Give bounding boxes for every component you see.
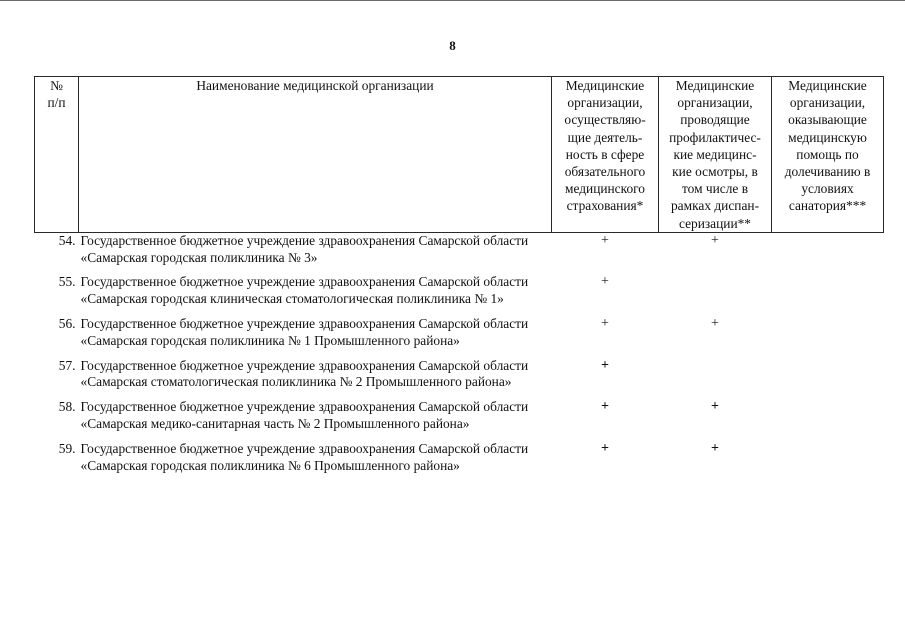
header-oms-text: Медицинские организации, осуществляю- щие деятель- ность в сфере обязательного медицинского страхования* xyxy=(564,78,646,214)
table-row xyxy=(35,441,884,475)
sanatorium-mark xyxy=(772,274,884,316)
scan-top-edge xyxy=(0,0,905,1)
header-sanatorium-text: Медицинские организации, оказывающие медицинскую помощь по долечиванию в условиях санатория*** xyxy=(784,78,871,214)
organization-name: Государственное бюджетное учреждение здравоохранения Самарской области «Самарская городская поликлиника № 1 Промышленного района» xyxy=(80,316,529,348)
prophylactic-mark xyxy=(659,358,772,400)
organization-name: Государственное бюджетное учреждение здравоохранения Самарской области «Самарская городская клиническая стоматологическая поликлиника № 1» xyxy=(80,274,529,307)
table-body xyxy=(35,232,884,474)
prophylactic-mark: + xyxy=(711,316,719,332)
medical-organizations-table xyxy=(34,76,884,474)
sanatorium-mark xyxy=(772,441,884,475)
sanatorium-mark xyxy=(772,316,884,358)
table-header xyxy=(35,77,884,233)
organization-name: Государственное бюджетное учреждение здравоохранения Самарской области «Самарская городская поликлиника № 6 Промышленного района» xyxy=(80,440,529,473)
table-row xyxy=(35,316,884,358)
table-row xyxy=(35,274,884,316)
header-organization-name-text: Наименование медицинской организации xyxy=(196,78,434,93)
oms-mark: + xyxy=(601,357,609,373)
oms-mark: + xyxy=(601,440,609,456)
oms-mark: + xyxy=(601,316,609,332)
sanatorium-mark xyxy=(772,232,884,274)
table-row xyxy=(35,399,884,441)
row-number: 55. xyxy=(58,274,76,290)
oms-mark: + xyxy=(601,232,609,248)
prophylactic-mark xyxy=(659,274,772,316)
row-number: 57. xyxy=(58,357,76,373)
organization-name: Государственное бюджетное учреждение здравоохранения Самарской области «Самарская стоматологическая поликлиника № 2 Промышленного района» xyxy=(80,357,529,390)
organization-name: Государственное бюджетное учреждение здравоохранения Самарской области «Самарская городская поликлиника № 3» xyxy=(80,232,529,265)
header-organization-name xyxy=(79,77,552,233)
header-number xyxy=(35,77,79,233)
table-row xyxy=(35,232,884,274)
page-number: 8 xyxy=(449,38,456,53)
header-number-text: № п/п xyxy=(47,78,66,111)
row-number: 58. xyxy=(58,399,76,415)
sanatorium-mark xyxy=(772,399,884,441)
oms-mark: + xyxy=(601,274,609,290)
header-row xyxy=(35,77,884,233)
row-number: 54. xyxy=(58,232,76,248)
prophylactic-mark: + xyxy=(711,232,719,248)
sanatorium-mark xyxy=(772,358,884,400)
row-number: 59. xyxy=(58,440,76,456)
header-prophylactic-text: Медицинские организации, проводящие профилактичес- кие медицинс- кие осмотры, в том числе в рамках диспан- серизации** xyxy=(669,78,761,231)
header-oms xyxy=(552,77,659,233)
header-sanatorium xyxy=(772,77,884,233)
row-number: 56. xyxy=(58,316,76,332)
organization-name: Государственное бюджетное учреждение здравоохранения Самарской области «Самарская медико-санитарная часть № 2 Промышленного района» xyxy=(80,399,529,431)
header-prophylactic xyxy=(659,77,772,233)
prophylactic-mark: + xyxy=(711,399,719,415)
prophylactic-mark: + xyxy=(711,440,719,456)
table-row xyxy=(35,358,884,400)
oms-mark: + xyxy=(601,399,609,415)
